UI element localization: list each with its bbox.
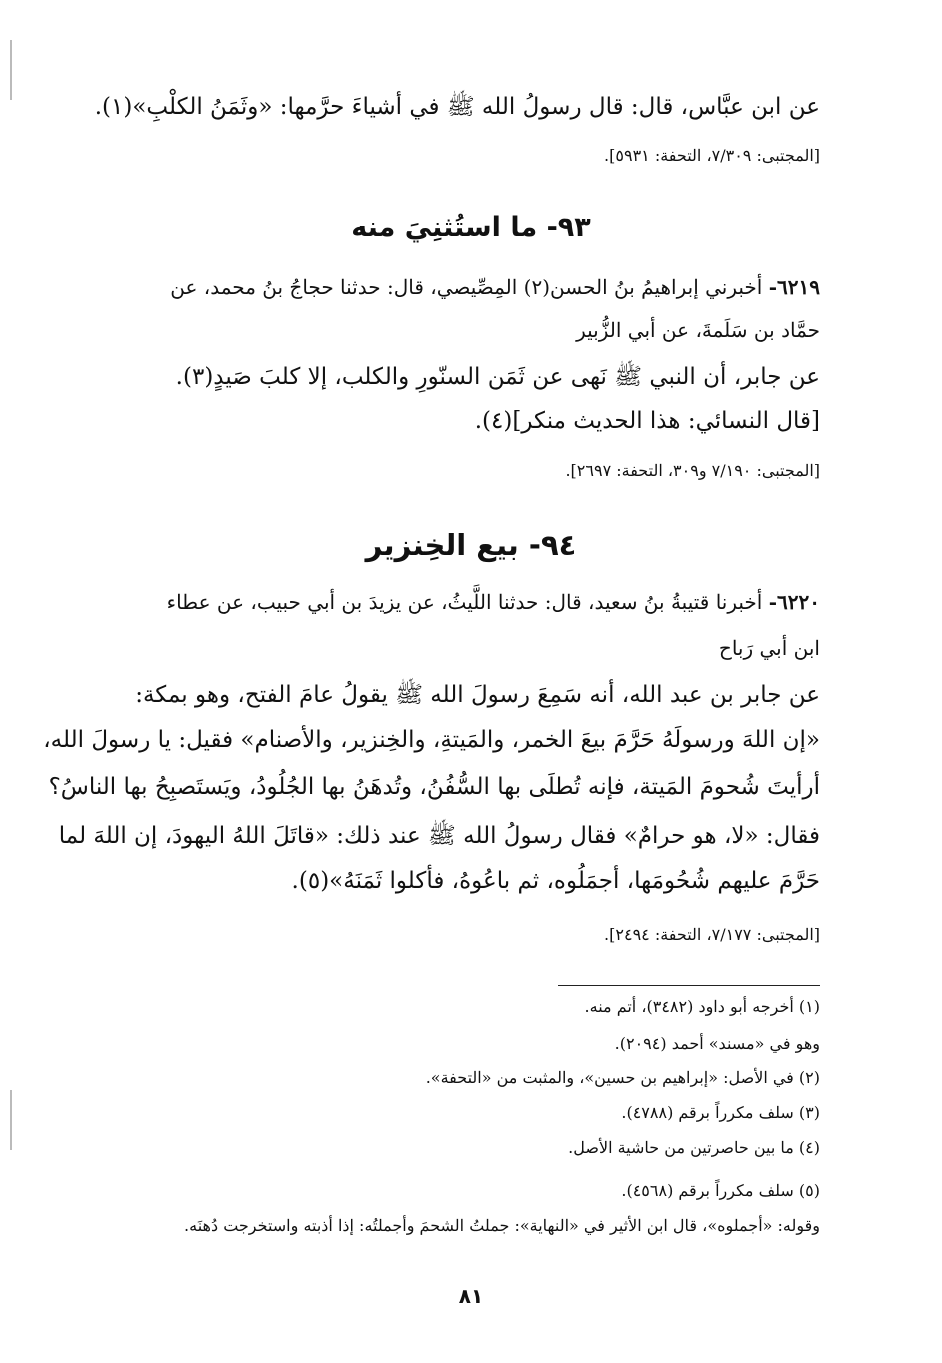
footnote: وهو في «مسند» أحمد (٢٠٩٤).: [614, 1034, 820, 1053]
hadith-text-line: عن جابر بن عبد الله، أنه سَمِعَ رسولَ الله ﷺ يقولُ عامَ الفتح، وهو بمكة:: [135, 682, 820, 708]
hadith-chain-line: ابن أبي رَباح: [718, 636, 820, 660]
hadith-number: ٦٢١٩-: [768, 275, 820, 299]
chapter-heading: ٩٣- ما استُثنِيَ منه: [351, 212, 591, 243]
footnote: وقوله: «أجملوه»، قال ابن الأثير في «النهاية»: جملتُ الشحمَ وأجملتُه: إذا أذبته واستخرجت دُهنَه.: [184, 1216, 820, 1235]
scan-edge-mark: [10, 1090, 12, 1150]
footnote: (٣) سلف مكرراً برقم (٤٧٨٨).: [621, 1103, 820, 1122]
hadith-source-reference: [المجتبى: ٧/١٩٠ و٣٠٩، التحفة: ٢٦٩٧].: [565, 461, 820, 480]
footnote: (١) أخرجه أبو داود (٣٤٨٢)، أتم منه.: [584, 997, 820, 1016]
hadith-source-reference: [المجتبى: ٧/٣٠٩، التحفة: ٥٩٣١].: [604, 146, 820, 165]
hadith-number: ٦٢٢٠-: [768, 590, 820, 614]
scan-edge-mark: [10, 40, 12, 100]
hadith-text-line: أرأيتَ شُحومَ المَيتة، فإنه تُطلَى بها السُّفُنُ، وتُدهَنُ بها الجُلُودُ، ويَستَصبِحُ بها الناسُ؟: [48, 774, 820, 800]
hadith-chain-text: أخبرنا قتيبةُ بنُ سعيد، قال: حدثنا اللَّيثُ، عن يزيدَ بن أبي حبيب، عن عطاء: [166, 590, 763, 614]
hadith-text-line: «إن اللهَ ورسولَهُ حَرَّمَ بيعَ الخمر، والمَيتةِ، والخِنزير، والأصنام» فقيل: يا رسولَ الله،: [43, 727, 820, 753]
chapter-heading: ٩٤- بيع الخِنزير: [365, 528, 577, 562]
hadith-text-line: عن ابن عبَّاس، قال: قال رسولُ الله ﷺ في أشياءَ حرَّمها: «وثَمَنُ الكلْبِ»(١).: [94, 94, 820, 120]
hadith-chain-line: حمَّاد بن سَلَمةَ، عن أبي الزُّبير: [576, 318, 820, 342]
hadith-text-line: عن جابر، أن النبي ﷺ نَهى عن ثَمَن السنّورِ والكلب، إلا كلبَ صَيدٍ(٣).: [175, 364, 820, 390]
hadith-chain-text: أخبرني إبراهيمُ بنُ الحسن(٢) المِصِّيصي، قال: حدثنا حجاجُ بنُ محمد، عن: [170, 275, 763, 299]
hadith-chain-line: [167, 590, 820, 614]
hadith-text-line: فقال: «لا، هو حرامٌ» فقال رسولُ الله ﷺ عند ذلك: «قاتَلَ اللهُ اليهودَ، إن اللهَ لما: [58, 823, 820, 849]
footnote: (٥) سلف مكرراً برقم (٤٥٦٨).: [621, 1181, 820, 1200]
page-number: ٨١: [458, 1284, 484, 1308]
hadith-source-reference: [المجتبى: ٧/١٧٧، التحفة: ٢٤٩٤].: [604, 925, 820, 944]
hadith-chain-line: [170, 275, 820, 299]
hadith-text-line: حَرَّمَ عليهم شُحُومَها، أجمَلُوه، ثم باعُوهُ، فأكلوا ثَمَنَهُ»(٥).: [291, 868, 820, 894]
footnote: (٢) في الأصل: «إبراهيم بن حسين»، والمثبت من «التحفة».: [425, 1068, 820, 1087]
footnote-separator: [558, 985, 820, 986]
footnote: (٤) ما بين حاصرتين من حاشية الأصل.: [568, 1138, 820, 1157]
hadith-text-line: [قال النسائي: هذا الحديث منكر](٤).: [474, 408, 820, 434]
